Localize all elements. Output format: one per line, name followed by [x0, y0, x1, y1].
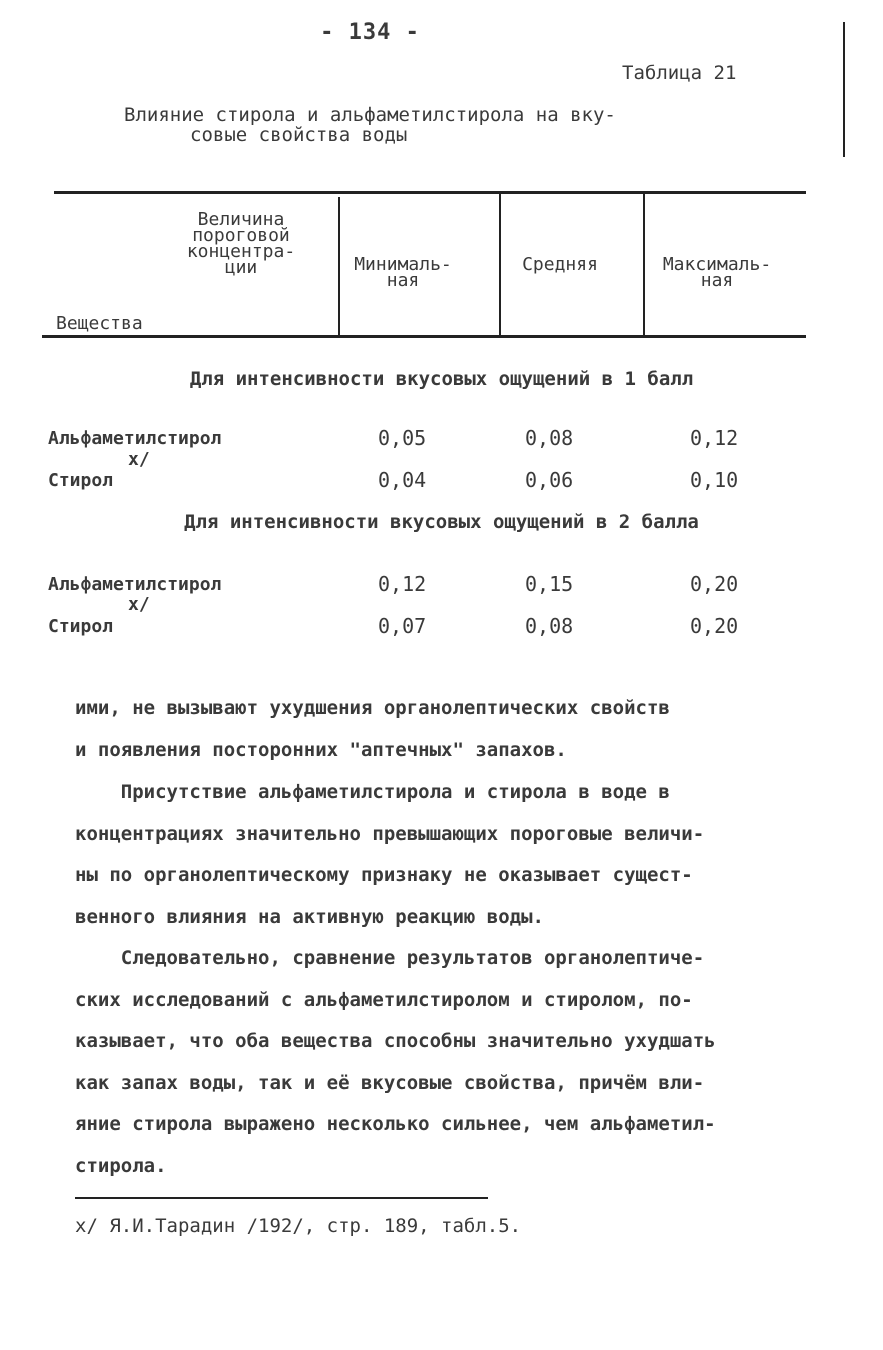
table-col-divider-2: [499, 194, 501, 337]
value-max: 0,20: [690, 614, 739, 638]
table-header-bottom-rule: [42, 335, 806, 338]
text-line: концентрациях значительно превышающих пороговые величи-: [75, 822, 705, 845]
value-avg: 0,08: [525, 426, 574, 450]
footnote-separator: [75, 1197, 488, 1199]
body-paragraph: [75, 772, 704, 938]
value-avg: 0,08: [525, 614, 574, 638]
column-header-min: [342, 254, 464, 291]
text-line: ских исследований с альфаметилстиролом и стиролом, по-: [75, 988, 693, 1011]
column-header-line: ная: [386, 270, 420, 291]
text-line: яние стирола выражено несколько сильнее, чем альфаметил-: [75, 1113, 716, 1135]
value-max: 0,12: [690, 426, 739, 450]
caption-line-2: совые свойства воды: [190, 124, 408, 146]
value-avg: 0,15: [525, 572, 574, 596]
value-avg: 0,06: [525, 468, 574, 492]
text-line: как запах воды, так и её вкусовые свойства, причём вли-: [75, 1071, 705, 1094]
text-line: ими, не вызывают ухудшения органолептических свойств: [75, 697, 670, 719]
corner-line: пороговой: [192, 225, 290, 246]
margin-line: [843, 22, 845, 157]
table-col-divider-1: [338, 197, 340, 337]
value-min: 0,05: [378, 426, 427, 450]
table-top-rule: [54, 191, 806, 194]
page-number: - 134 -: [320, 20, 420, 45]
body-paragraph: [75, 688, 670, 771]
corner-header-substances: Вещества: [56, 313, 143, 334]
text-line: Следовательно, сравнение результатов органолептиче-: [75, 947, 705, 969]
text-line: Присутствие альфаметилстирола и стирола в воде в: [75, 781, 670, 803]
body-paragraph: [75, 938, 716, 1187]
value-min: 0,04: [378, 468, 427, 492]
text-line: венного влияния на активную реакцию воды.: [75, 905, 544, 928]
column-header-line: Максималь-: [662, 254, 772, 275]
footnote-mark: x/: [128, 449, 150, 470]
text-line: казывает, что оба вещества способны значительно ухудшать: [75, 1030, 716, 1052]
corner-line: Величина: [197, 209, 285, 230]
corner-line: концентра-: [186, 241, 296, 262]
value-min: 0,12: [378, 572, 427, 596]
column-header-line: Минималь-: [354, 254, 452, 275]
text-line: стирола.: [75, 1154, 167, 1177]
column-header-max: [647, 254, 787, 291]
text-line: и появления посторонних "аптечных" запахов.: [75, 738, 567, 761]
section-title: Для интенсивности вкусовых ощущений в 2 балла: [184, 511, 699, 533]
table-label: Таблица 21: [622, 62, 737, 84]
row-name: Стирол: [48, 616, 114, 637]
column-header-line: Средняя: [522, 254, 598, 275]
column-header-line: ная: [700, 270, 734, 291]
value-max: 0,10: [690, 468, 739, 492]
text-line: ны по органолептическому признаку не оказывает сущест-: [75, 864, 693, 886]
corner-line: ции: [224, 257, 258, 278]
row-name: Альфаметилстирол: [48, 574, 222, 595]
section-title: Для интенсивности вкусовых ощущений в 1 балл: [189, 368, 694, 390]
column-header-avg: [505, 254, 615, 275]
table-caption: [124, 105, 616, 145]
table-col-divider-3: [643, 194, 645, 337]
row-name: Стирол: [48, 470, 114, 491]
corner-header-threshold: [176, 209, 306, 278]
footnote: x/ Я.И.Тарадин /192/, стр. 189, табл.5.: [75, 1215, 522, 1237]
value-min: 0,07: [378, 614, 427, 638]
footnote-mark: x/: [128, 594, 150, 615]
row-name: Альфаметилстирол: [48, 428, 222, 449]
caption-line-1: Влияние стирола и альфаметилстирола на вку-: [124, 104, 616, 126]
value-max: 0,20: [690, 572, 739, 596]
